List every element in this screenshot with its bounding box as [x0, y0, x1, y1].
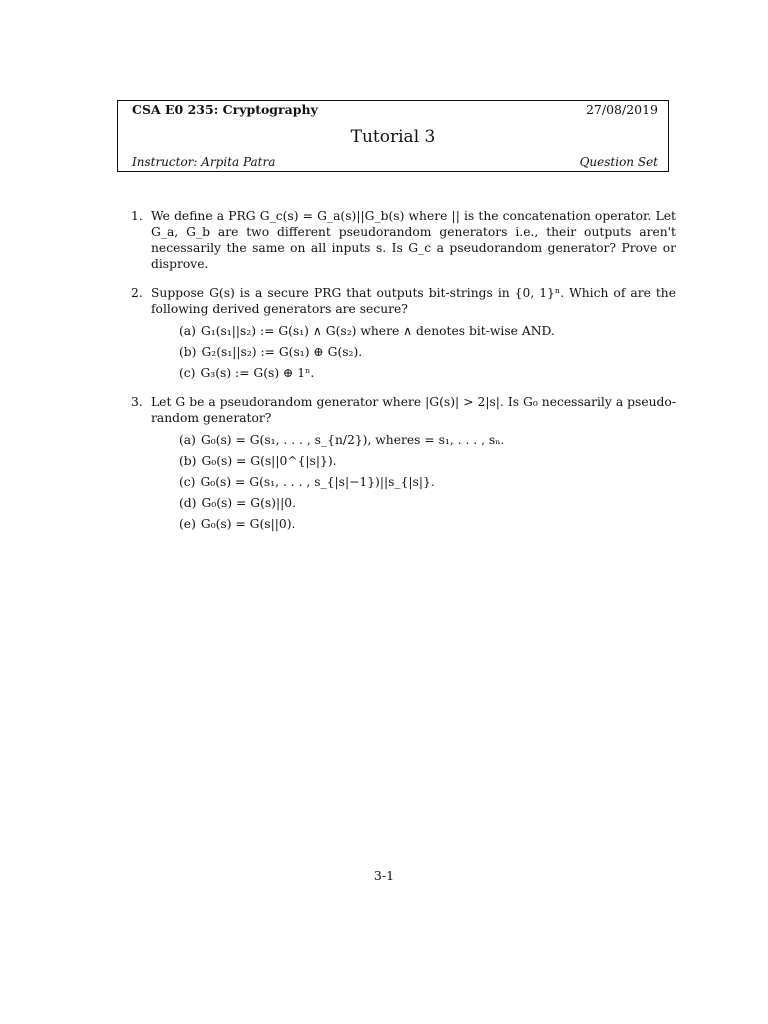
- header-bottom-row: [132, 155, 658, 169]
- tutorial-title: Tutorial 3: [350, 127, 436, 147]
- sub-question-text: G₂(s₁||s₂) := G(s₁) ⊕ G(s₂).: [201, 345, 363, 359]
- sub-question-label: (d): [179, 496, 197, 510]
- sub-question-text: G₀(s) = G(s₁, . . . , s_{n/2}), wheres = s₁, . . . , sₙ.: [200, 433, 505, 447]
- question-2: [131, 285, 676, 381]
- question-list: [131, 208, 676, 545]
- sub-question: [179, 495, 676, 511]
- sub-question-list: [179, 432, 676, 532]
- sub-question-text: G₁(s₁||s₂) := G(s₁) ∧ G(s₂) where ∧ denotes bit-wise AND.: [200, 324, 555, 338]
- instructor: Instructor: Arpita Patra: [132, 155, 276, 169]
- sub-question: [179, 453, 676, 469]
- question-number: 3.: [131, 395, 143, 409]
- date: 27/08/2019: [585, 102, 658, 117]
- set-label: Question Set: [579, 155, 658, 169]
- header-top-row: [132, 102, 658, 117]
- sub-question-label: (b): [179, 345, 197, 359]
- sub-question-text: G₀(s) = G(s)||0.: [201, 496, 296, 510]
- question-number: 1.: [131, 209, 143, 223]
- question-number: 2.: [131, 286, 143, 300]
- sub-question: [179, 344, 676, 360]
- sub-question-label: (c): [179, 366, 196, 380]
- question-text: Suppose G(s) is a secure PRG that outputs bit-strings in {0, 1}ⁿ. Which of are the following derived generators are secure?: [151, 286, 676, 316]
- question-3: [131, 394, 676, 532]
- sub-question-text: G₀(s) = G(s₁, . . . , s_{|s|−1})||s_{|s|}.: [200, 475, 435, 489]
- sub-question: [179, 323, 676, 339]
- page-number: 3-1: [373, 868, 395, 883]
- question-text: Let G be a pseudorandom generator where |G(s)| > 2|s|. Is G₀ necessarily a pseudo-random generator?: [151, 395, 676, 425]
- question-1: [131, 208, 676, 272]
- sub-question-text: G₃(s) := G(s) ⊕ 1ⁿ.: [200, 366, 315, 380]
- sub-question-label: (a): [179, 433, 196, 447]
- sub-question: [179, 432, 676, 448]
- sub-question: [179, 516, 676, 532]
- sub-question-label: (b): [179, 454, 197, 468]
- header-box: [117, 100, 669, 172]
- course-title: CSA E0 235: Cryptography: [132, 102, 318, 117]
- sub-question-label: (c): [179, 475, 196, 489]
- sub-question-label: (e): [179, 517, 196, 531]
- sub-question: [179, 474, 676, 490]
- sub-question-label: (a): [179, 324, 196, 338]
- sub-question: [179, 365, 676, 381]
- sub-question-list: [179, 323, 676, 381]
- sub-question-text: G₀(s) = G(s||0).: [200, 517, 296, 531]
- sub-question-text: G₀(s) = G(s||0^{|s|}).: [201, 454, 337, 468]
- question-text: We define a PRG G_c(s) = G_a(s)||G_b(s) where || is the concatenation operator. Let G_a, G_b are two different pseudorandom generators i.e., their outputs aren't necessarily the same on all inputs s. Is G_c a pseudorandom generator? Prove or disprove.: [151, 209, 676, 271]
